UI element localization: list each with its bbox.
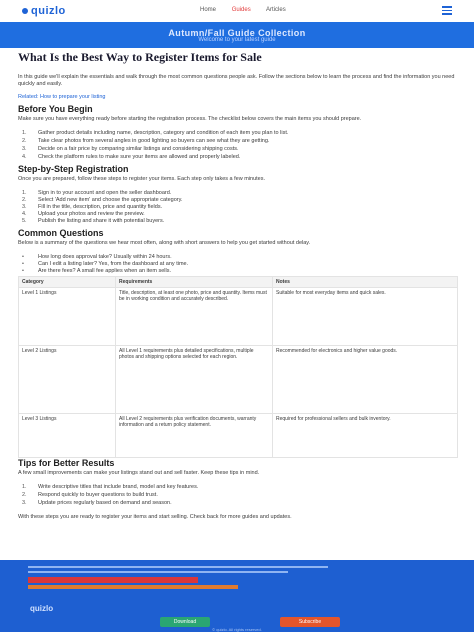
list-number: 1. [22, 484, 27, 490]
table-header: Category [19, 277, 116, 288]
list-number: 3. [22, 500, 27, 506]
list-item: Take clear photos from several angles in good lighting so buyers can see what they are getting. [38, 138, 270, 144]
list-item: Fill in the title, description, price and quantity fields. [38, 204, 163, 210]
table-row [19, 288, 458, 346]
list-number: 3. [22, 204, 27, 210]
main-nav [200, 7, 300, 13]
table-cell: Title, description, at least one photo, price and quantity. Items must be in working condition and accurately described. [116, 288, 273, 346]
list-number: 1. [22, 130, 27, 136]
section-heading-tips: Tips for Better Results [18, 458, 115, 468]
site-logo[interactable] [22, 5, 66, 17]
list-item: Publish the listing and share it with potential buyers. [38, 218, 165, 224]
list-number: 4. [22, 154, 27, 160]
list-item: Respond quickly to buyer questions to build trust. [38, 492, 158, 498]
list-number: 1. [22, 190, 27, 196]
list-number: 2. [22, 492, 27, 498]
nav-item-guides[interactable]: Guides [231, 7, 251, 13]
list-number: • [22, 268, 24, 274]
download-button[interactable]: Download [160, 617, 210, 627]
section-heading-before: Before You Begin [18, 104, 93, 114]
table-cell: Suitable for most everyday items and quick sales. [273, 288, 458, 346]
intro-paragraph: In this guide we'll explain the essentials and walk through the most common questions people ask. Follow the sections below to learn the process and find the information you need quickly and easily. [18, 74, 455, 87]
logo-text: quizlo [31, 5, 66, 17]
list-item: Check the platform rules to make sure your items are allowed and properly labeled. [38, 154, 241, 160]
table-row [19, 346, 458, 414]
top-navigation-bar [0, 0, 474, 23]
table-cell: Level 2 Listings [19, 346, 116, 414]
table-cell: Level 1 Listings [19, 288, 116, 346]
section1-paragraph: Make sure you have everything ready before starting the registration process. The checklist below covers the main items you should prepare. [18, 116, 362, 122]
list-number: 3. [22, 146, 27, 152]
list-number: • [22, 254, 24, 260]
footer [0, 560, 474, 632]
hamburger-menu-icon[interactable] [442, 6, 452, 15]
list-item: Update prices regularly based on demand and season. [38, 500, 172, 506]
section-heading-steps: Step-by-Step Registration [18, 164, 129, 174]
list-item: Select 'Add new item' and choose the appropriate category. [38, 197, 183, 203]
list-number: 4. [22, 211, 27, 217]
section-heading-faq: Common Questions [18, 228, 104, 238]
table-header-row [19, 277, 458, 288]
list-item: How long does approval take? Usually within 24 hours. [38, 254, 172, 260]
table-cell: All Level 2 requirements plus verification documents, warranty information and a return policy statement. [116, 414, 273, 458]
share-bar [18, 552, 278, 558]
copyright-text: © quizlo. All rights reserved. [212, 627, 262, 632]
list-item: Upload your photos and review the preview. [38, 211, 145, 217]
nav-item-articles[interactable]: Articles [266, 7, 286, 13]
list-item: Are there fees? A small fee applies when an item sells. [38, 268, 171, 274]
section3-paragraph: Below is a summary of the questions we hear most often, along with short answers to help you get started without delay. [18, 240, 311, 246]
banner-subtitle: Welcome to your latest guide [198, 37, 276, 43]
list-number: 2. [22, 197, 27, 203]
footer-line [28, 566, 328, 568]
requirements-table [18, 276, 458, 458]
footer-line [28, 571, 288, 573]
top-banner[interactable] [0, 22, 474, 48]
section2-paragraph: Once you are prepared, follow these steps to register your items. Each step only takes a few minutes. [18, 176, 266, 182]
nav-item-home[interactable]: Home [200, 7, 217, 13]
article-title: What Is the Best Way to Register Items for Sale [18, 50, 262, 64]
table-header: Requirements [116, 277, 273, 288]
footer-logo[interactable]: quizlo [30, 604, 54, 613]
table-cell: All Level 1 requirements plus detailed specifications, multiple photos and shipping options selected for each region. [116, 346, 273, 414]
table-header: Notes [273, 277, 458, 288]
table-cell: Required for professional sellers and bulk inventory. [273, 414, 458, 458]
list-item: Gather product details including name, description, category and condition of each item you plan to list. [38, 130, 289, 136]
closing-paragraph: With these steps you are ready to register your items and start selling. Check back for more guides and updates. [18, 514, 292, 520]
table-row [19, 414, 458, 458]
list-item: Sign in to your account and open the seller dashboard. [38, 190, 172, 196]
list-number: 2. [22, 138, 27, 144]
list-item: Can I edit a listing later? Yes, from the dashboard at any time. [38, 261, 189, 267]
list-item: Decide on a fair price by comparing similar listings and considering shipping costs. [38, 146, 239, 152]
related-link[interactable]: Related: How to prepare your listing [18, 94, 106, 100]
logo-icon [22, 8, 28, 14]
section4-paragraph: A few small improvements can make your listings stand out and sell faster. Keep these tips in mind. [18, 470, 260, 476]
banner-title: Autumn/Fall Guide Collection [168, 28, 306, 38]
table-cell: Level 3 Listings [19, 414, 116, 458]
footer-orange-bar [28, 585, 238, 589]
list-number: • [22, 261, 24, 267]
footer-red-button[interactable] [28, 577, 198, 583]
list-item: Write descriptive titles that include brand, model and key features. [38, 484, 199, 490]
list-number: 5. [22, 218, 27, 224]
subscribe-button[interactable]: Subscribe [280, 617, 340, 627]
table-cell: Recommended for electronics and higher value goods. [273, 346, 458, 414]
